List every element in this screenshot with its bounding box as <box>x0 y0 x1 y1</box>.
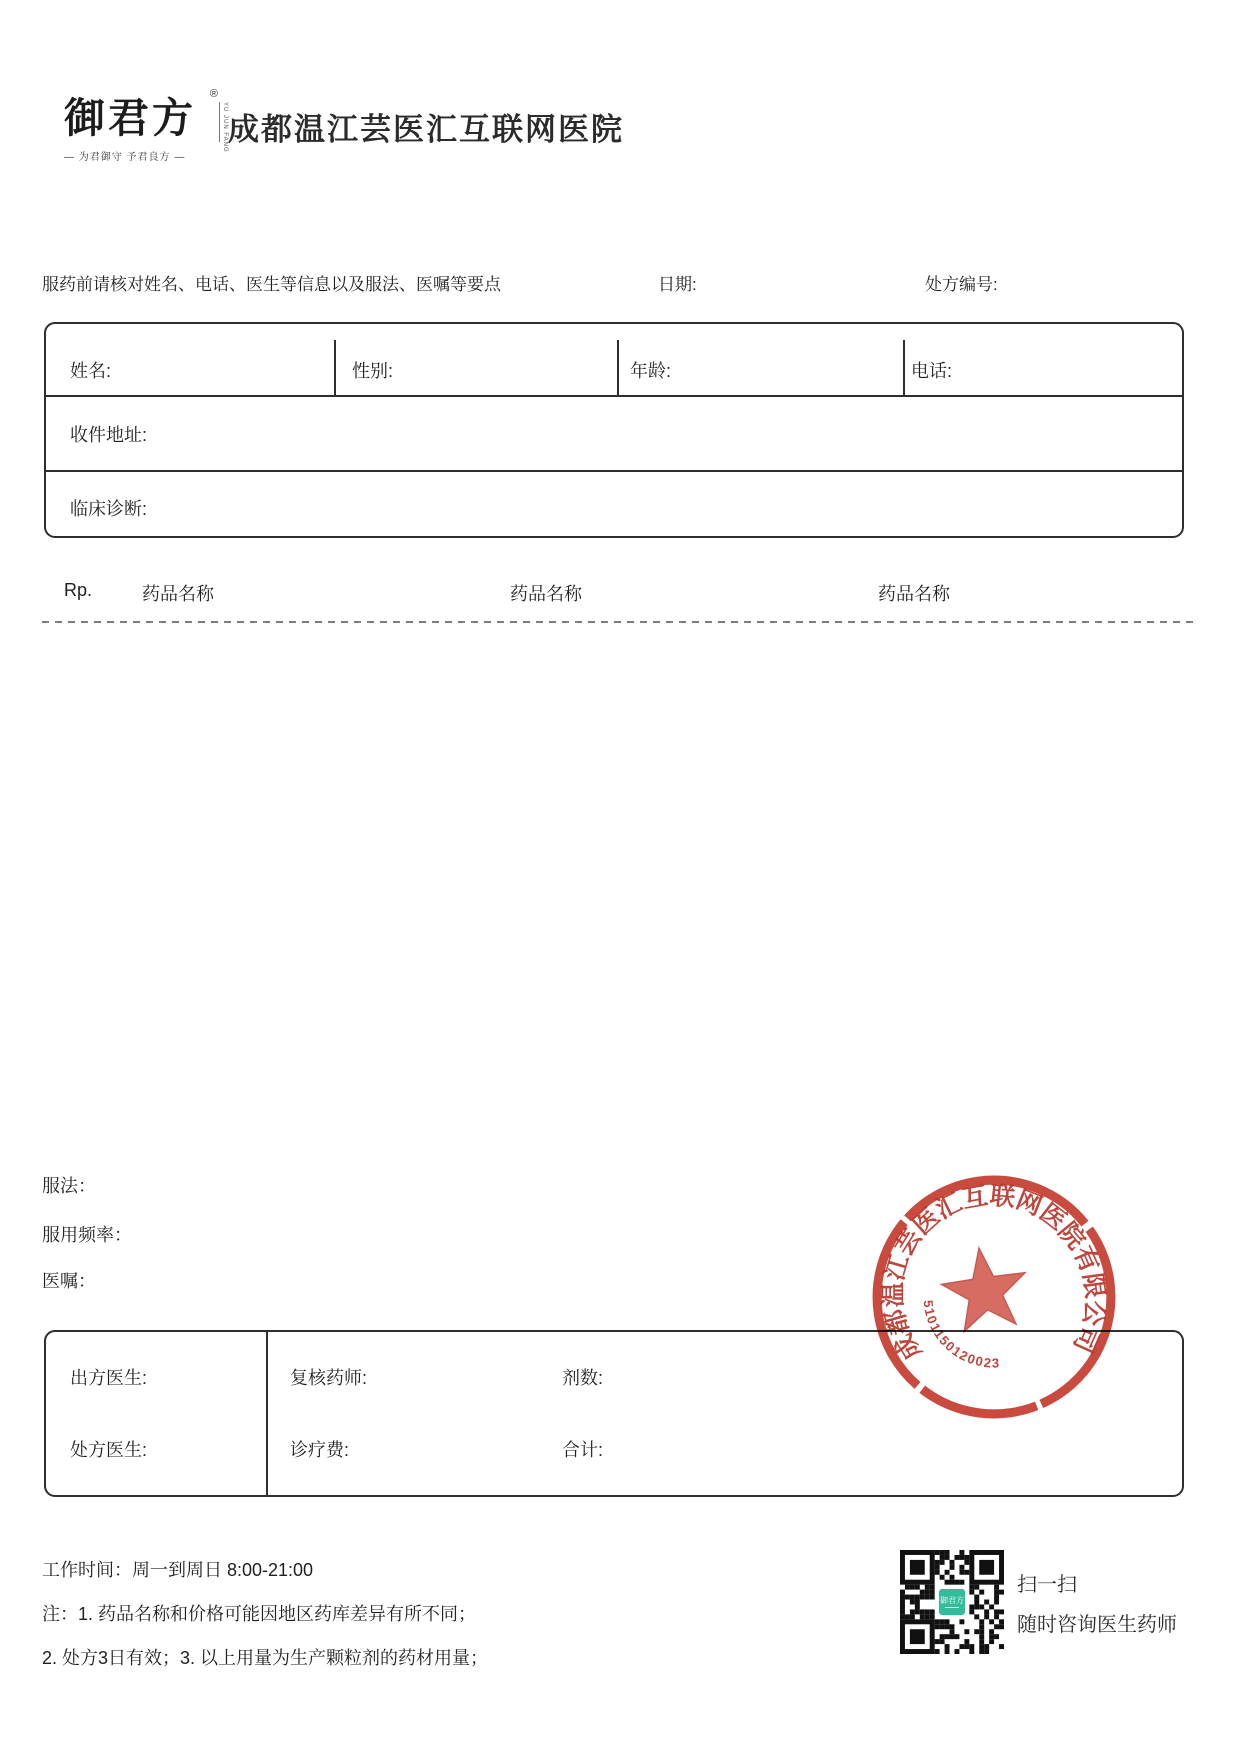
row-divider <box>46 470 1182 472</box>
frequency-label: 服用频率： <box>42 1225 132 1245</box>
date-label: 日期: <box>658 275 697 294</box>
brand-tagline: — 为君御守 予君良方 — <box>64 152 186 163</box>
phone-label: 电话: <box>911 361 953 381</box>
stamp-company-name: 成都温江芸医汇互联网医院有限公司 <box>879 1181 1109 1365</box>
rx-number-label: 处方编号: <box>925 275 998 294</box>
brand-logo-text: 御君方 <box>64 94 196 142</box>
note-line-1: 注：1. 药品名称和价格可能因地区药库差异有所不同； <box>42 1604 477 1624</box>
stamp-serial-number: 5101150120023 <box>920 1299 1001 1371</box>
drug-name-column-header: 药品名称 <box>142 584 214 604</box>
dashed-separator <box>42 621 1196 623</box>
scan-label: 扫一扫 <box>1017 1574 1077 1596</box>
diagnosis-label: 临床诊断: <box>70 499 148 519</box>
total-label: 合计: <box>562 1440 604 1460</box>
qr-center-logo <box>937 1587 967 1617</box>
brand-logo-pinyin: YU JUN FANG <box>219 102 228 142</box>
rp-label: Rp. <box>64 580 93 600</box>
official-seal-stamp <box>846 1149 1142 1445</box>
gender-label: 性别: <box>352 361 394 381</box>
working-hours: 工作时间：周一到周日 8:00-21:00 <box>42 1560 314 1580</box>
reviewing-pharmacist-label: 复核药师: <box>290 1368 368 1388</box>
qr-center-logo-text: 御君方 <box>940 1595 964 1605</box>
brand-logo <box>64 88 228 163</box>
drug-name-column-header: 药品名称 <box>878 584 950 604</box>
registered-trademark-icon: ® <box>209 88 218 100</box>
issuing-doctor-label: 出方医生: <box>70 1368 148 1388</box>
row-divider <box>46 395 1182 397</box>
age-label: 年龄: <box>630 361 672 381</box>
field-divider <box>903 340 905 395</box>
name-label: 姓名: <box>70 361 112 381</box>
usage-label: 服法： <box>42 1176 96 1196</box>
advice-label: 医嘱： <box>42 1271 96 1291</box>
hospital-title: 成都温江芸医汇互联网医院 <box>228 112 624 147</box>
consultation-fee-label: 诊疗费: <box>290 1440 350 1460</box>
qr-code <box>900 1550 1004 1654</box>
stamp-star-icon <box>937 1242 1032 1333</box>
prescribing-doctor-label: 处方医生: <box>70 1440 148 1460</box>
address-label: 收件地址: <box>70 425 148 445</box>
note-line-2: 2. 处方3日有效；3. 以上用量为生产颗粒剂的药材用量； <box>42 1648 489 1668</box>
qr-center-logo-underline <box>945 1607 959 1608</box>
field-divider <box>334 340 336 395</box>
scan-description: 随时咨询医生药师 <box>1017 1614 1177 1636</box>
drug-name-column-header: 药品名称 <box>510 584 582 604</box>
medication-notice: 服药前请核对姓名、电话、医生等信息以及服法、医嘱等要点 <box>42 275 501 294</box>
field-divider <box>617 340 619 395</box>
patient-info-box <box>44 322 1184 538</box>
doses-label: 剂数: <box>562 1368 604 1388</box>
column-divider <box>266 1332 268 1495</box>
